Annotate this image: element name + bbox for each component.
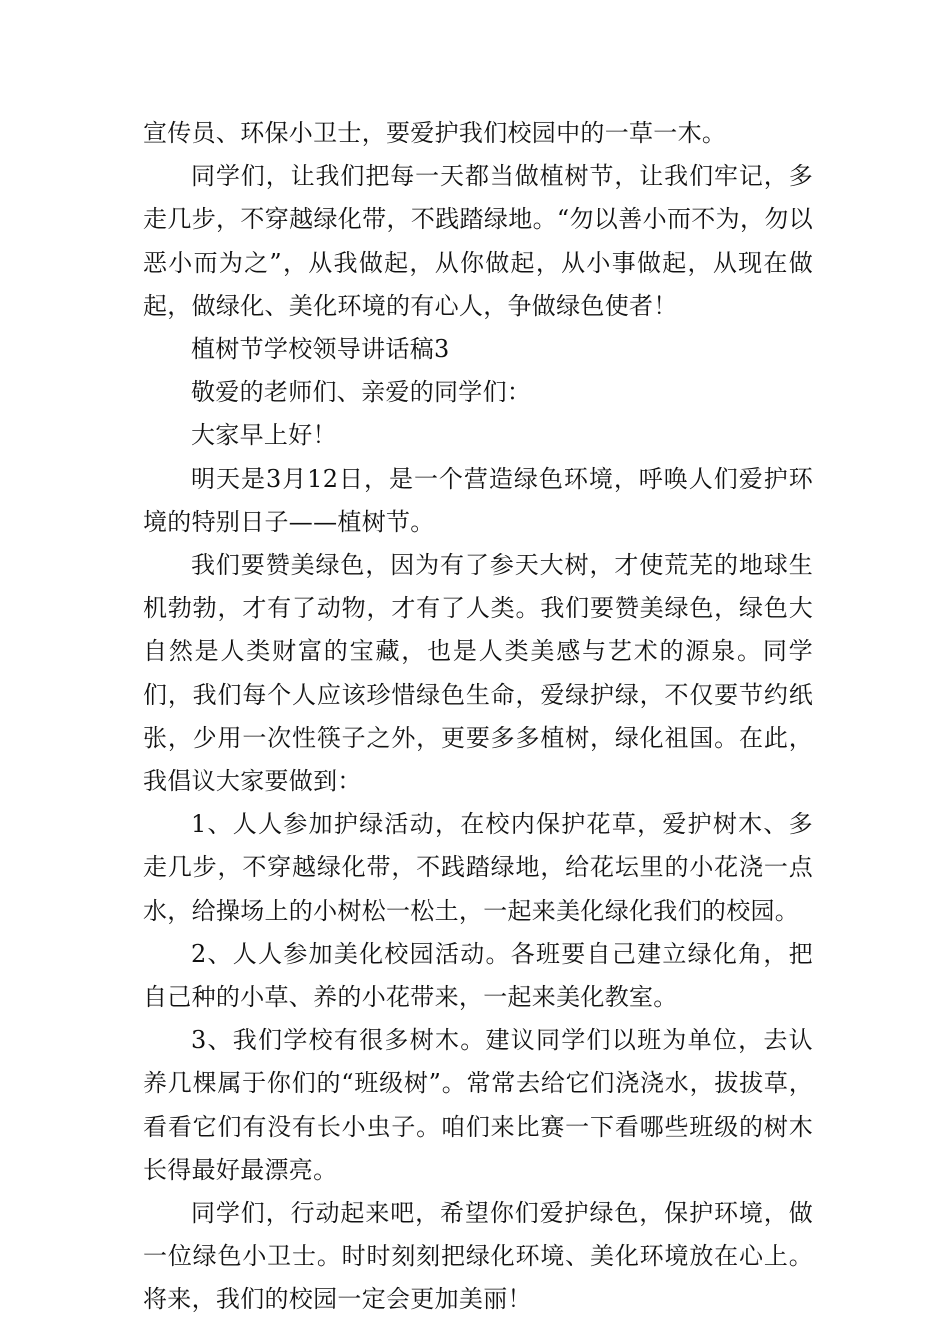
- list-item-3: 3、我们学校有很多树木。建议同学们以班为单位，去认养几棵属于你们的“班级树”。常常去给它们浇浇水，拔拔草，看看它们有没有长小虫子。咱们来比赛一下看哪些班级的树木长得最好最漂亮。: [143, 1026, 813, 1184]
- salutation: 敬爱的老师们、亲爱的同学们：: [191, 378, 532, 407]
- paragraph-continuation: 宣传员、环保小卫士，要爱护我们校园中的一草一木。: [143, 119, 727, 147]
- paragraph-intro: 明天是3月12日，是一个营造绿色环境，呼唤人们爱护环境的特别日子——植树节。: [143, 464, 813, 536]
- paragraph-praise-green: 我们要赞美绿色，因为有了参天大树，才使荒芜的地球生机勃勃，才有了动物，才有了人类。我们要赞美绿色，绿色大自然是人类财富的宝藏，也是人类美感与艺术的源泉。同学们，我们每个人应该珍惜绿色生命，爱绿护绿，不仅要节约纸张，少用一次性筷子之外，更要多多植树，绿化祖国。在此，我倡议大家要做到：: [143, 551, 813, 796]
- list-item-2: 2、人人参加美化校园活动。各班要自己建立绿化角，把自己种的小草、养的小花带来，一起来美化教室。: [143, 939, 813, 1012]
- paragraph-closing: 同学们，行动起来吧，希望你们爱护绿色，保护环境，做一位绿色小卫士。时时刻刻把绿化环境、美化环境放在心上。将来，我们的校园一定会更加美丽！: [143, 1199, 813, 1314]
- greeting: 大家早上好！: [191, 421, 337, 450]
- paragraph-call-to-action: 同学们，让我们把每一天都当做植树节，让我们牢记，多走几步，不穿越绿化带，不践踏绿地。“勿以善小而不为，勿以恶小而为之”，从我做起，从你做起，从小事做起，从现在做起，做绿化、美化环境的有心人，争做绿色使者！: [143, 162, 813, 320]
- section-title: 植树节学校领导讲话稿3: [191, 335, 450, 364]
- document-page: [143, 112, 813, 1322]
- list-item-1: 1、人人参加护绿活动，在校内保护花草，爱护树木、多走几步，不穿越绿化带，不践踏绿地，给花坛里的小花浇一点水，给操场上的小树松一松土，一起来美化绿化我们的校园。: [143, 810, 813, 925]
